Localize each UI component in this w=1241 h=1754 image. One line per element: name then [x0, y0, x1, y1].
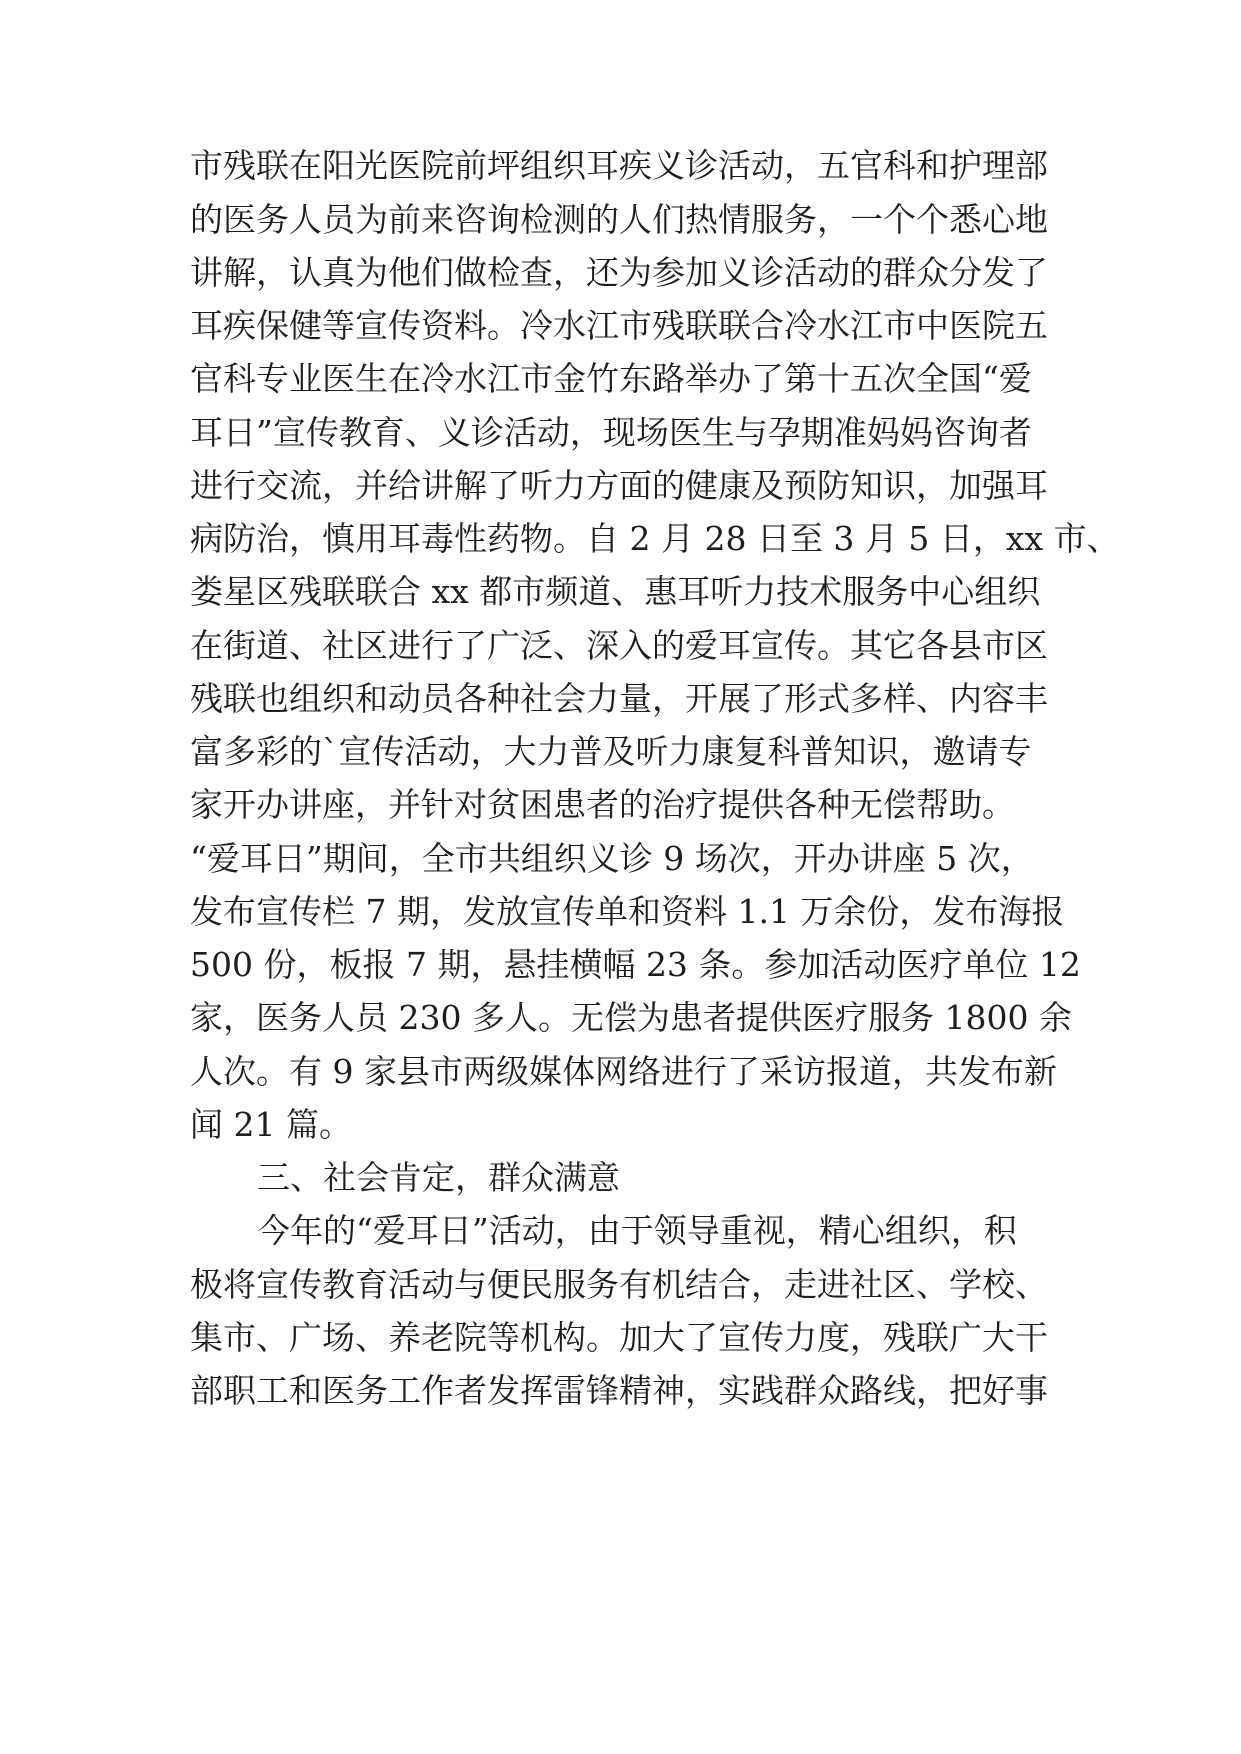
- text-line: 人次。有 9 家县市两级媒体网络进行了采访报道，共发布新: [190, 1052, 1057, 1091]
- text-line: 家开办讲座，并针对贫困患者的治疗提供各种无偿帮助。: [190, 785, 1015, 824]
- text-line: 今年的“爱耳日”活动，由于领导重视，精心组织，积: [257, 1211, 1017, 1250]
- text-line: 官科专业医生在冷水江市金竹东路举办了第十五次全国“爱: [190, 359, 1032, 398]
- text-line: “爱耳日”期间，全市共组织义诊 9 场次，开办讲座 5 次，: [190, 839, 1034, 878]
- text-line: 极将宣传教育活动与便民服务有机结合，走进社区、学校、: [190, 1265, 1048, 1304]
- text-line: 家，医务人员 230 多人。无偿为患者提供医疗服务 1800 余: [190, 998, 1072, 1037]
- text-line: 在街道、社区进行了广泛、深入的爱耳宣传。其它各县市区: [190, 626, 1048, 665]
- text-line: 讲解，认真为他们做检查，还为参加义诊活动的群众分发了: [190, 253, 1048, 292]
- text-line: 娄星区残联联合 xx 都市频道、惠耳听力技术服务中心组织: [190, 572, 1041, 611]
- text-line: 的医务人员为前来咨询检测的人们热情服务，一个个悉心地: [190, 200, 1048, 239]
- text-line: 残联也组织和动员各种社会力量，开展了形式多样、内容丰: [190, 679, 1048, 718]
- text-line: 500 份，板报 7 期，悬挂横幅 23 条。参加活动医疗单位 12: [190, 945, 1081, 984]
- text-line: 病防治，慎用耳毒性药物。自 2 月 28 日至 3 月 5 日，xx 市、: [190, 519, 1120, 558]
- text-line: 耳日”宣传教育、义诊活动，现场医生与孕期准妈妈咨询者: [190, 413, 1032, 452]
- section-heading: 三、社会肯定，群众满意: [257, 1158, 620, 1197]
- text-line: 集市、广场、养老院等机构。加大了宣传力度，残联广大干: [190, 1318, 1048, 1357]
- text-line: 闻 21 篇。: [190, 1105, 352, 1144]
- text-line: 部职工和医务工作者发挥雷锋精神，实践群众路线，把好事: [190, 1371, 1048, 1410]
- text-line: 发布宣传栏 7 期，发放宣传单和资料 1.1 万余份，发布海报: [190, 892, 1065, 931]
- text-line: 市残联在阳光医院前坪组织耳疾义诊活动，五官科和护理部: [190, 146, 1048, 185]
- text-line: 富多彩的`宣传活动，大力普及听力康复科普知识，邀请专: [190, 732, 1032, 771]
- text-line: 耳疾保健等宣传资料。冷水江市残联联合冷水江市中医院五: [190, 306, 1048, 345]
- text-line: 进行交流，并给讲解了听力方面的健康及预防知识，加强耳: [190, 466, 1048, 505]
